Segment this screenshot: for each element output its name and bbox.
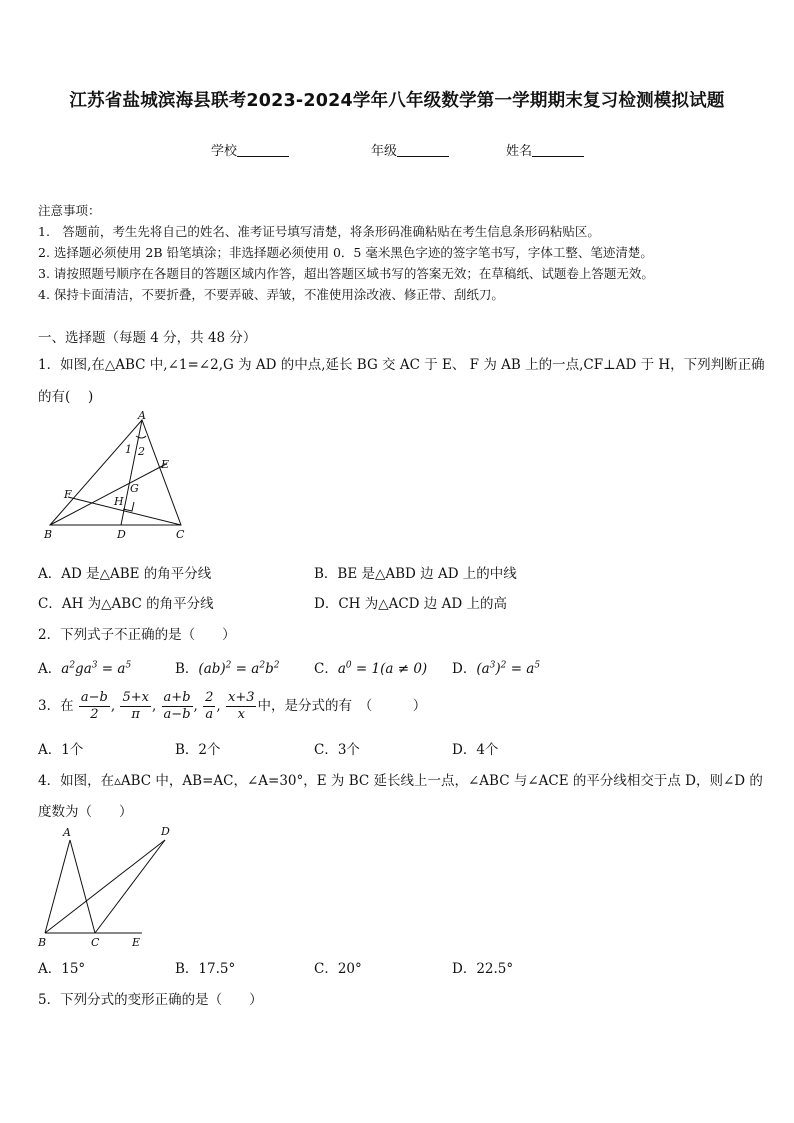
q1-option-a: A．AD 是△ABE 的角平分线: [38, 566, 212, 582]
q4-option-c: C．20°: [314, 961, 362, 977]
q1-label-2: 2: [138, 445, 145, 458]
name-field: 姓名: [506, 140, 584, 159]
q4-label-D: D: [161, 825, 170, 838]
q1-label-1: 1: [125, 443, 132, 456]
q4-label-E: E: [132, 936, 141, 949]
page-title: 江苏省盐城滨海县联考2023-2024学年八年级数学第一学期期末复习检测模拟试题: [69, 91, 725, 111]
grade-field: 年级: [371, 140, 449, 159]
q2-option-d: D．$(a^3)^2 = a^5$: [452, 660, 541, 677]
q2-option-b: B．$(ab)^2 = a^2b^2$: [175, 660, 280, 677]
notes-item: 4. 保持卡面清洁，不要折叠，不要弄破、弄皱，不准使用涂改液、修正带、刮纸刀。: [38, 287, 504, 302]
q1-label-B: B: [44, 528, 53, 541]
q4-label-A: A: [63, 826, 71, 839]
q4-stem-line1: 4．如图，在▵ABC 中，AB=AC，∠A=30°，E 为 BC 延长线上一点，∠ABC 与∠ACE 的平分线相交于点 D，则∠D 的: [38, 773, 763, 789]
q4-option-b: B．17.5°: [175, 961, 236, 977]
q1-label-D: D: [117, 528, 126, 541]
q1-label-G: G: [130, 482, 139, 495]
q1-option-c: C．AH 为△ABC 的角平分线: [38, 596, 214, 612]
notes-item: 2. 选择题必须使用 2B 铅笔填涂；非选择题必须使用 0．5 毫米黑色字迹的签字笔书写，字体工整、笔迹清楚。: [38, 245, 653, 260]
fraction: $\frac{5+x}{\pi}$: [122, 690, 149, 722]
q5-stem: 5．下列分式的变形正确的是（ ）: [38, 992, 263, 1008]
q2-option-c: C．$a^0 = 1(a \ne 0)$: [314, 660, 428, 677]
q4-label-C: C: [91, 936, 100, 949]
q1-label-A: A: [138, 410, 146, 422]
q4-option-d: D．22.5°: [452, 961, 514, 977]
fraction: $\frac{a+b}{a-b}$: [163, 690, 191, 722]
q1-figure: [38, 410, 198, 542]
q4-option-a: A．15°: [38, 961, 86, 977]
q4-figure: [34, 822, 184, 952]
q1-stem-line1: 1．如图,在△ABC 中,∠1=∠2,G 为 AD 的中点,延长 BG 交 AC 于 E、 F 为 AB 上的一点,CF⊥AD 于 H，下列判断正确: [38, 357, 765, 373]
q3-option-d: D．4个: [452, 742, 499, 758]
q3-option-a: A．1个: [38, 742, 84, 758]
q3-stem: 3．在 $\frac{a-b}{2}$ , $\frac{5+x}{\pi}$ , $\frac{a+b}{a-b}$ , $\frac{2}{a}$ , $\frac{x+3}{x}$ 中，是分式的有 （ ）: [38, 690, 427, 722]
q1-label-H: H: [114, 495, 124, 508]
fraction: $\frac{x+3}{x}$: [227, 690, 255, 722]
q2-stem: 2．下列式子不正确的是（ ）: [38, 627, 236, 643]
q4-stem-line2: 度数为（ ）: [38, 804, 133, 820]
notes-item: 1. 答题前，考生先将自己的姓名、准考证号填写清楚，将条形码准确粘贴在考生信息条形码粘贴区。: [38, 224, 600, 239]
fraction: $\frac{a-b}{2}$: [80, 690, 108, 722]
school-field: 学校: [211, 140, 289, 159]
section-heading: 一、选择题（每题 4 分，共 48 分）: [38, 330, 257, 346]
notes-heading: 注意事项：: [38, 203, 101, 218]
q3-option-b: B．2个: [175, 742, 221, 758]
q1-option-b: B．BE 是△ABD 边 AD 上的中线: [314, 566, 517, 582]
q1-label-C: C: [176, 528, 185, 541]
q4-label-B: B: [38, 936, 47, 949]
q2-option-a: A．$a^2ga^3 = a^5$: [38, 660, 132, 677]
q1-label-E: E: [161, 458, 170, 471]
notes-item: 3. 请按照题号顺序在各题目的答题区域内作答，超出答题区域书写的答案无效；在草稿纸、试题卷上答题无效。: [38, 266, 654, 281]
fraction: $\frac{2}{a}$: [205, 690, 214, 722]
q1-stem-line2: 的有( ): [38, 389, 94, 405]
q1-option-d: D．CH 为△ACD 边 AD 上的高: [314, 596, 507, 612]
q1-label-F: F: [64, 488, 72, 501]
notes: [38, 200, 654, 305]
q3-option-c: C．3个: [314, 742, 360, 758]
